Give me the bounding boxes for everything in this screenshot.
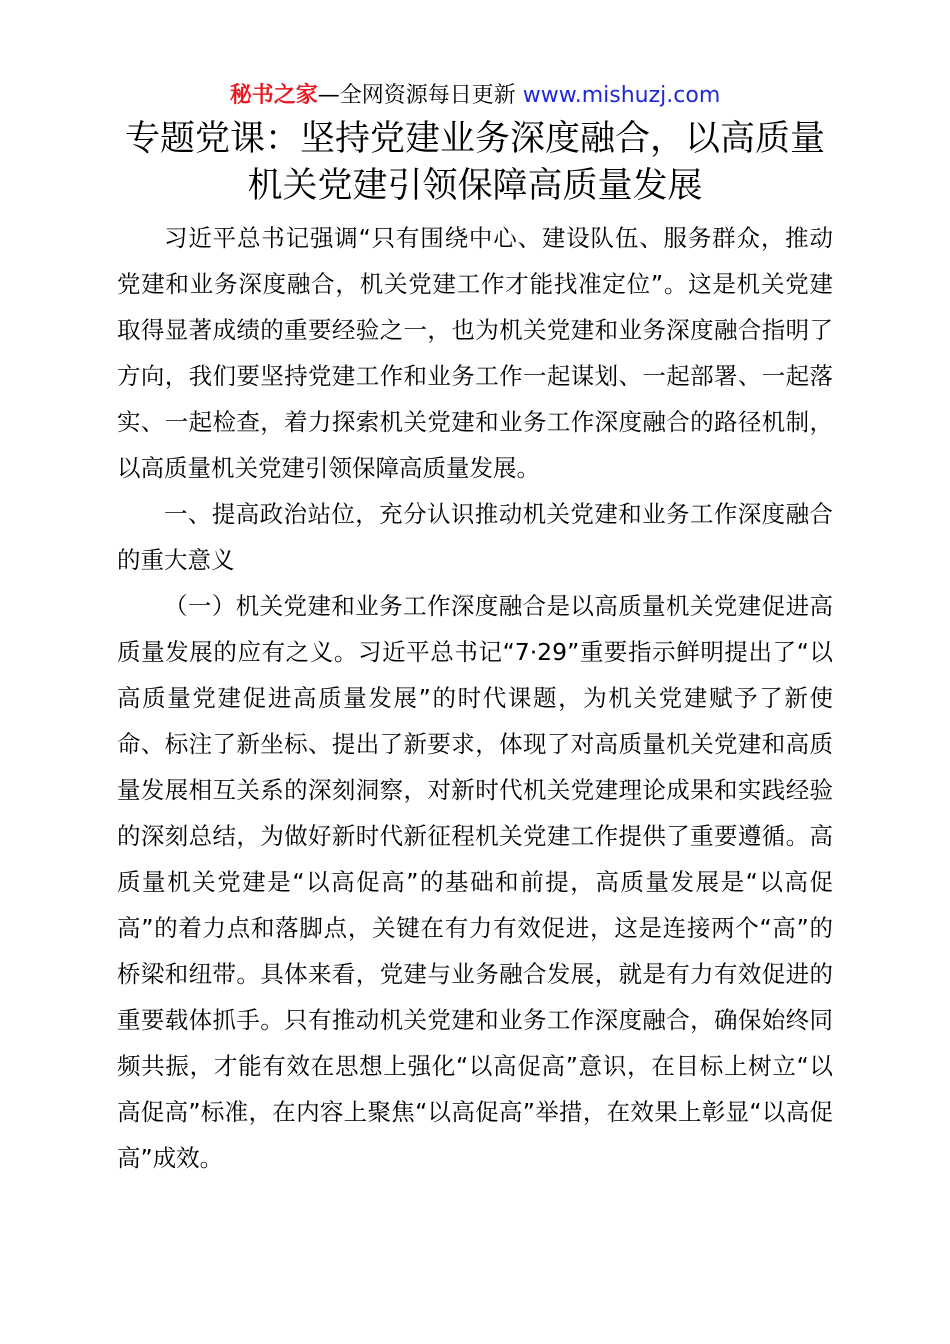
document-title-line-2: 机关党建引领保障高质量发展 (247, 166, 703, 206)
header-tagline: —全网资源每日更新 (317, 83, 523, 108)
subsection-paragraph-1: （一）机关党建和业务工作深度融合是以高质量机关党建促进高质量发展的应有之义。习近平总书记“7·29”重要指示鲜明提出了“以高质量党建促进高质量发展”的时代课题，为机关党建赋予了新使命、标注了新坐标、提出了新要求，体现了对高质量机关党建和高质量发展相互关系的深刻洞察，对新时代机关党建理论成果和实践经验的深刻总结，为做好新时代新征程机关党建工作提供了重要遵循。高质量机关党建是“以高促高”的基础和前提，高质量发展是“以高促高”的着力点和落脚点，关键在有力有效促进，这是连接两个“高”的桥梁和纽带。具体来看，党建与业务融合发展，就是有力有效促进的重要载体抓手。只有推动机关党建和业务工作深度融合，确保始终同频共振，才能有效在思想上强化“以高促高”意识，在目标上树立“以高促高”标准，在内容上聚焦“以高促高”举措，在效果上彰显“以高促高”成效。 (117, 592, 833, 1172)
brand-name: 秘书之家 (229, 83, 318, 108)
intro-paragraph: 习近平总书记强调“只有围绕中心、建设队伍、服务群众，推动党建和业务深度融合，机关党建工作才能找准定位”。这是机关党建取得显著成绩的重要经验之一，也为机关党建和业务深度融合指明了方向，我们要坚持党建工作和业务工作一起谋划、一起部署、一起落实、一起检查，着力探索机关党建和业务工作深度融合的路径机制，以高质量机关党建引领保障高质量发展。 (117, 224, 833, 482)
document-title-line-1: 专题党课：坚持党建业务深度融合，以高质量 (124, 119, 825, 159)
document-body (117, 215, 833, 1181)
section-heading-1: 一、提高政治站位，充分认识推动机关党建和业务工作深度融合的重大意义 (117, 500, 833, 574)
site-url-link[interactable]: www.mishuzj.com (522, 83, 721, 108)
site-header (0, 80, 950, 112)
